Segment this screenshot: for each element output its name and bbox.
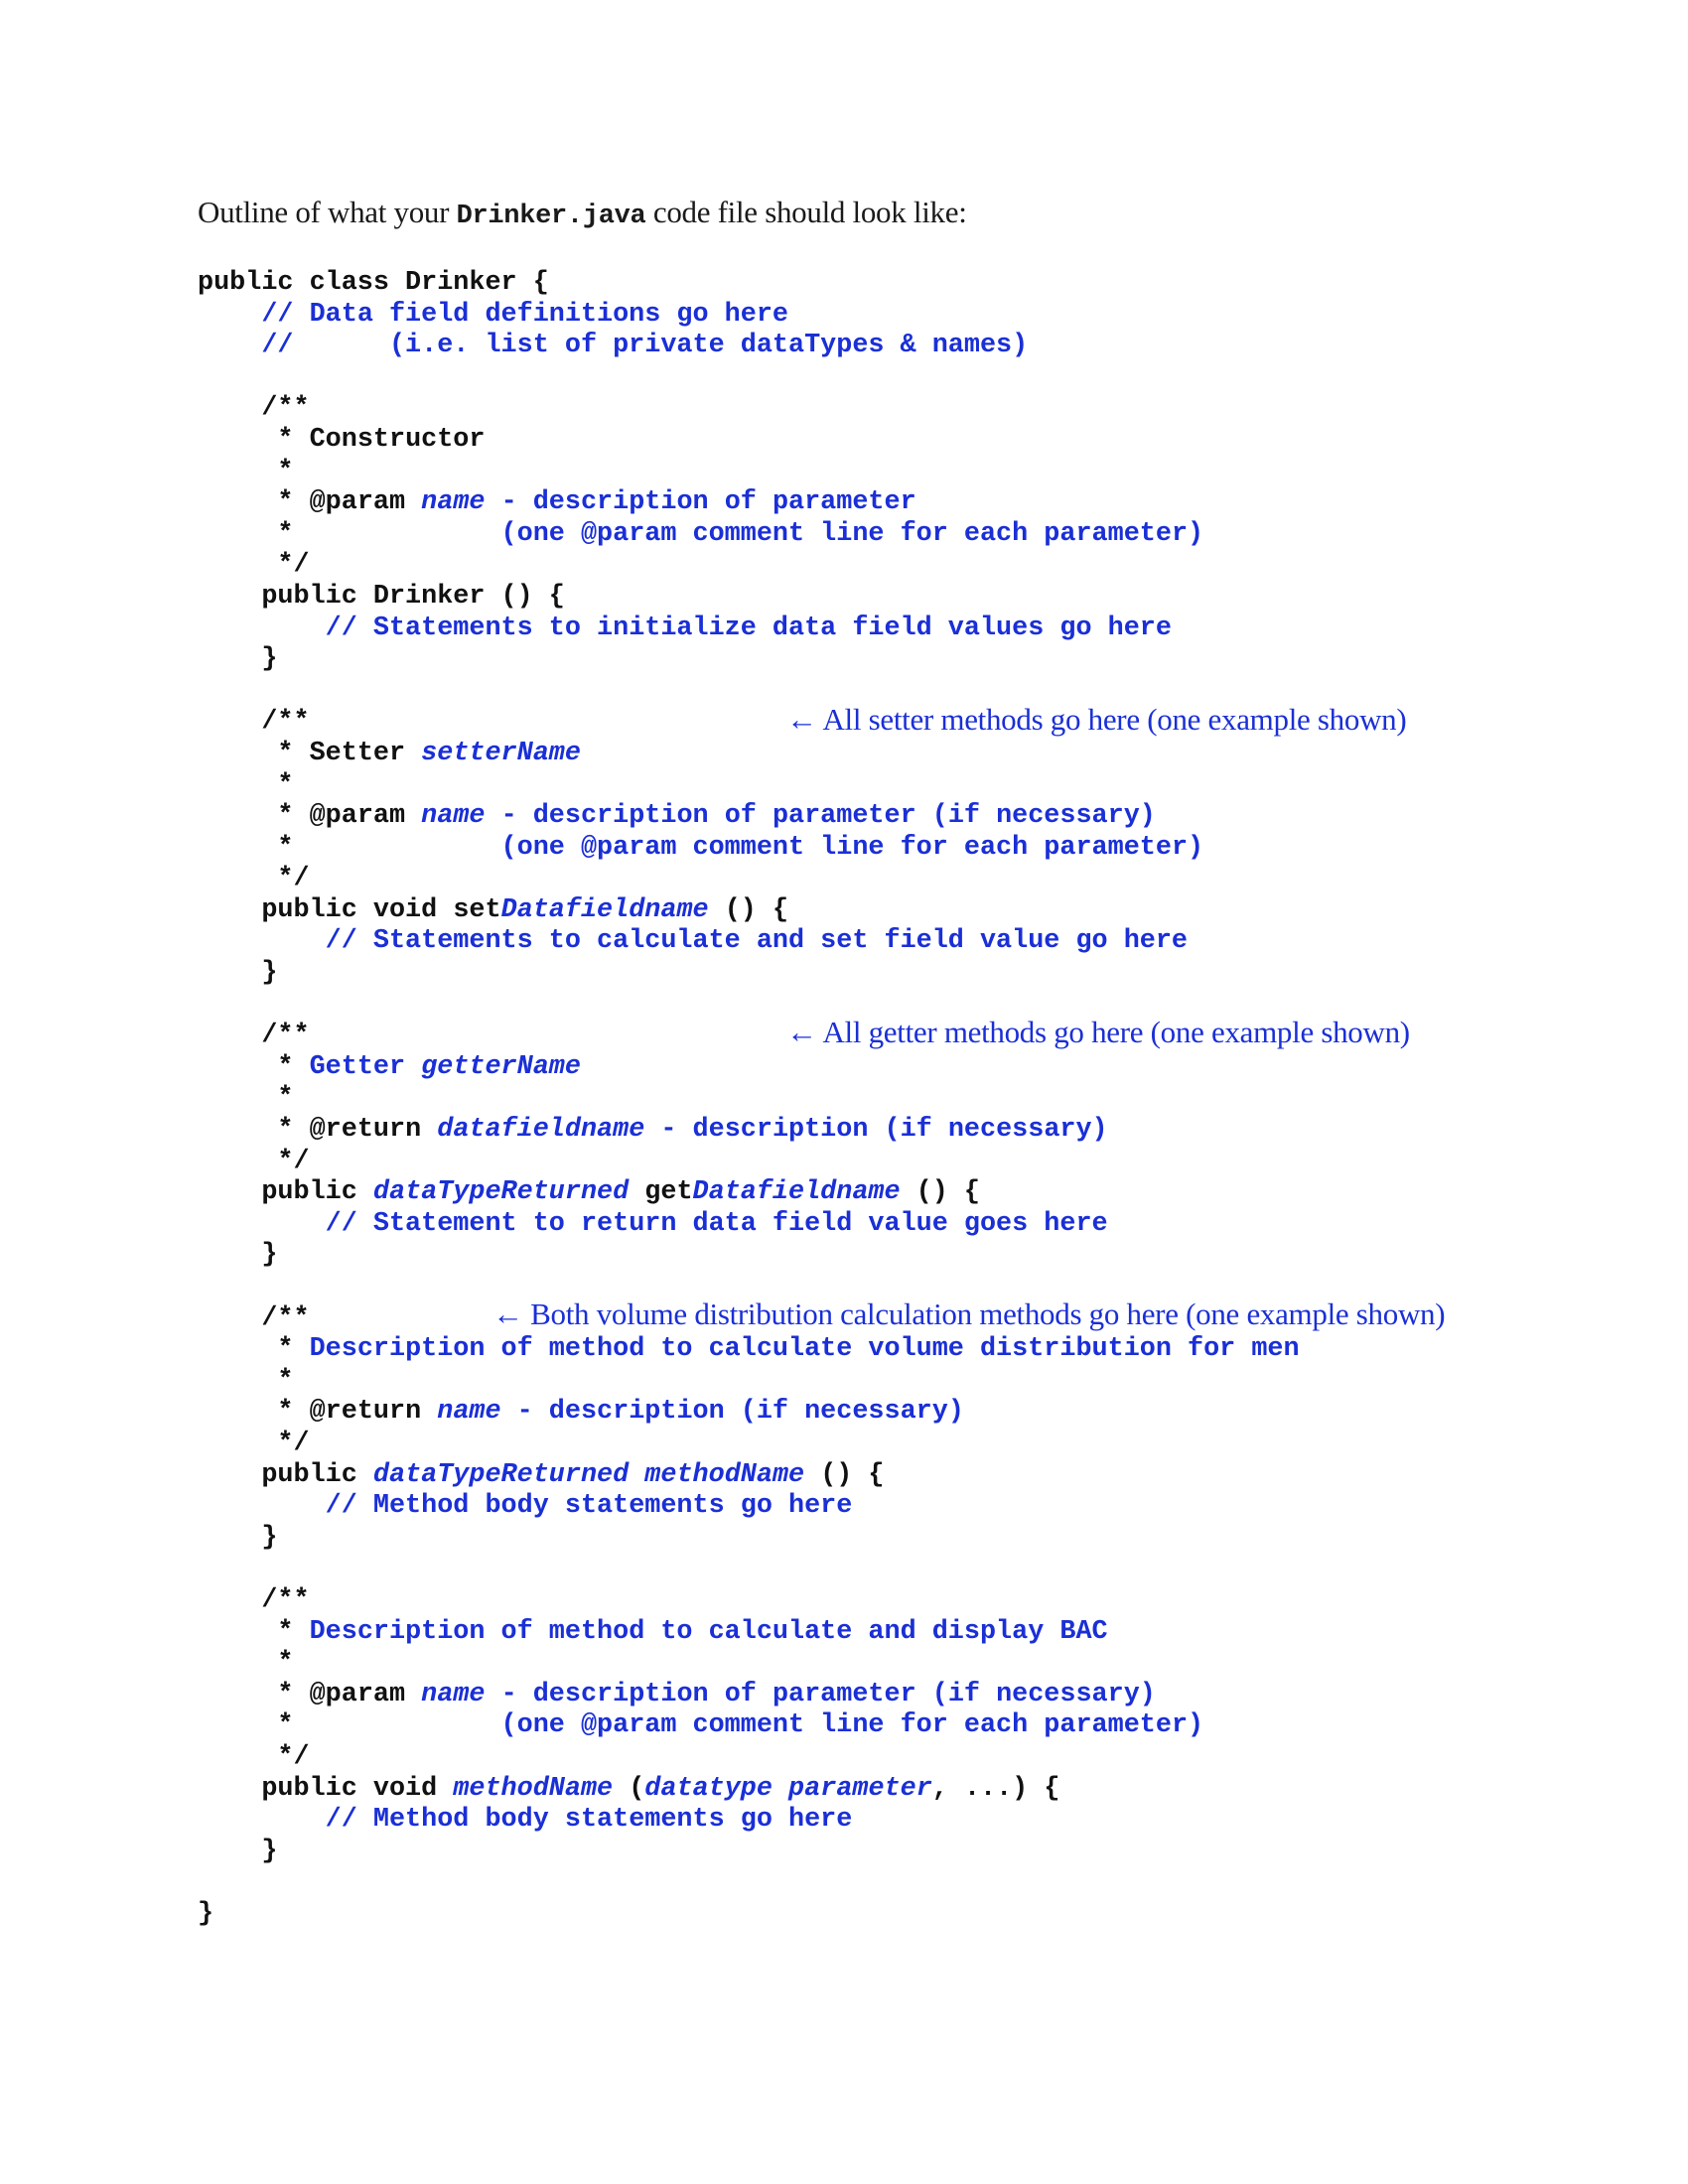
constructor-signature: public Drinker () { [261, 581, 565, 612]
constructor-param-more-line: * (one @param comment line for each parameter) [261, 518, 1204, 549]
getter-annotation: ← All getter methods go here (one example shown) [786, 1015, 1410, 1049]
doc-star-line: * [261, 1083, 294, 1114]
bac-doc-description: * Description of method to calculate and display BAC [261, 1616, 1108, 1647]
getter-signature: public dataTypeReturned getDatafieldname () { [261, 1177, 980, 1208]
bac-body: // Method body statements go here [325, 1805, 853, 1836]
intro-text-start: Outline of what your [198, 195, 457, 229]
block-close-line: } [261, 1522, 278, 1553]
doc-star-line: * [261, 456, 294, 486]
setter-doc-open: /** [261, 707, 310, 738]
bac-param-more-line: * (one @param comment line for each parameter) [261, 1710, 1204, 1741]
constructor-doc-open: /** [261, 393, 310, 424]
getter-return-line: * @return datafieldname - description (if necessary) [261, 1115, 1108, 1146]
volume-doc-open: /** [261, 1302, 310, 1333]
doc-star-line: * [261, 1648, 294, 1679]
volume-annotation: ← Both volume distribution calculation methods go here (one example shown) [492, 1297, 1446, 1331]
volume-return-line: * @return name - description (if necessary) [261, 1397, 964, 1428]
block-close-line: } [261, 1836, 278, 1866]
intro-sentence [198, 195, 967, 231]
block-close-line: } [261, 958, 278, 989]
setter-body: // Statements to calculate and set field value go here [325, 926, 1189, 957]
doc-close-line: */ [261, 550, 310, 581]
doc-star-line: * [261, 1365, 294, 1396]
setter-param-line: * @param name - description of parameter (if necessary) [261, 801, 1156, 832]
setter-signature: public void setDatafieldname () { [261, 894, 789, 925]
param-more-text: (one @param comment line for each parameter) [293, 518, 1204, 549]
volume-body: // Method body statements go here [325, 1491, 853, 1522]
doc-close-line: */ [261, 1428, 310, 1458]
blank-line [198, 1867, 1300, 1899]
blank-line [198, 1554, 1300, 1585]
class-declaration: public class Drinker { [198, 268, 549, 298]
intro-filename: Drinker.java [456, 202, 646, 231]
doc-close-line: */ [261, 1741, 310, 1772]
bac-doc-open: /** [261, 1584, 310, 1615]
constructor-doc-title: * Constructor [261, 424, 486, 455]
bac-param-line: * @param name - description of parameter (if necessary) [261, 1679, 1156, 1709]
blank-line [198, 362, 1300, 394]
constructor-body: // Statements to initialize data field values go here [325, 613, 1172, 643]
doc-star-line: * [261, 769, 294, 800]
setter-annotation: ← All setter methods go here (one example shown) [786, 702, 1407, 737]
volume-doc-description: * Description of method to calculate volume distribution for men [261, 1334, 1300, 1365]
doc-close-line: */ [261, 864, 310, 894]
bac-signature: public void methodName (datatype parameter, ...) { [261, 1773, 1060, 1804]
getter-body: // Statement to return data field value goes here [325, 1208, 1108, 1239]
setter-doc-title: * Setter setterName [261, 738, 581, 768]
getter-doc-open: /** [261, 1021, 310, 1051]
block-close-line: } [261, 644, 278, 675]
fields-comment-line-2: // (i.e. list of private dataTypes & names) [261, 331, 1029, 361]
volume-signature: public dataTypeReturned methodName () { [261, 1459, 885, 1490]
block-close-line: } [261, 1240, 278, 1271]
getter-doc-title: * Getter getterName [261, 1051, 581, 1082]
class-close-line: } [198, 1898, 214, 1929]
doc-close-line: */ [261, 1146, 310, 1176]
intro-text-end: code file should look like: [645, 195, 967, 229]
setter-param-more-line: * (one @param comment line for each parameter) [261, 832, 1204, 863]
code-outline [198, 268, 1300, 1930]
fields-comment-line: // Data field definitions go here [261, 299, 788, 330]
constructor-param-line: * @param name - description of parameter [261, 487, 916, 518]
